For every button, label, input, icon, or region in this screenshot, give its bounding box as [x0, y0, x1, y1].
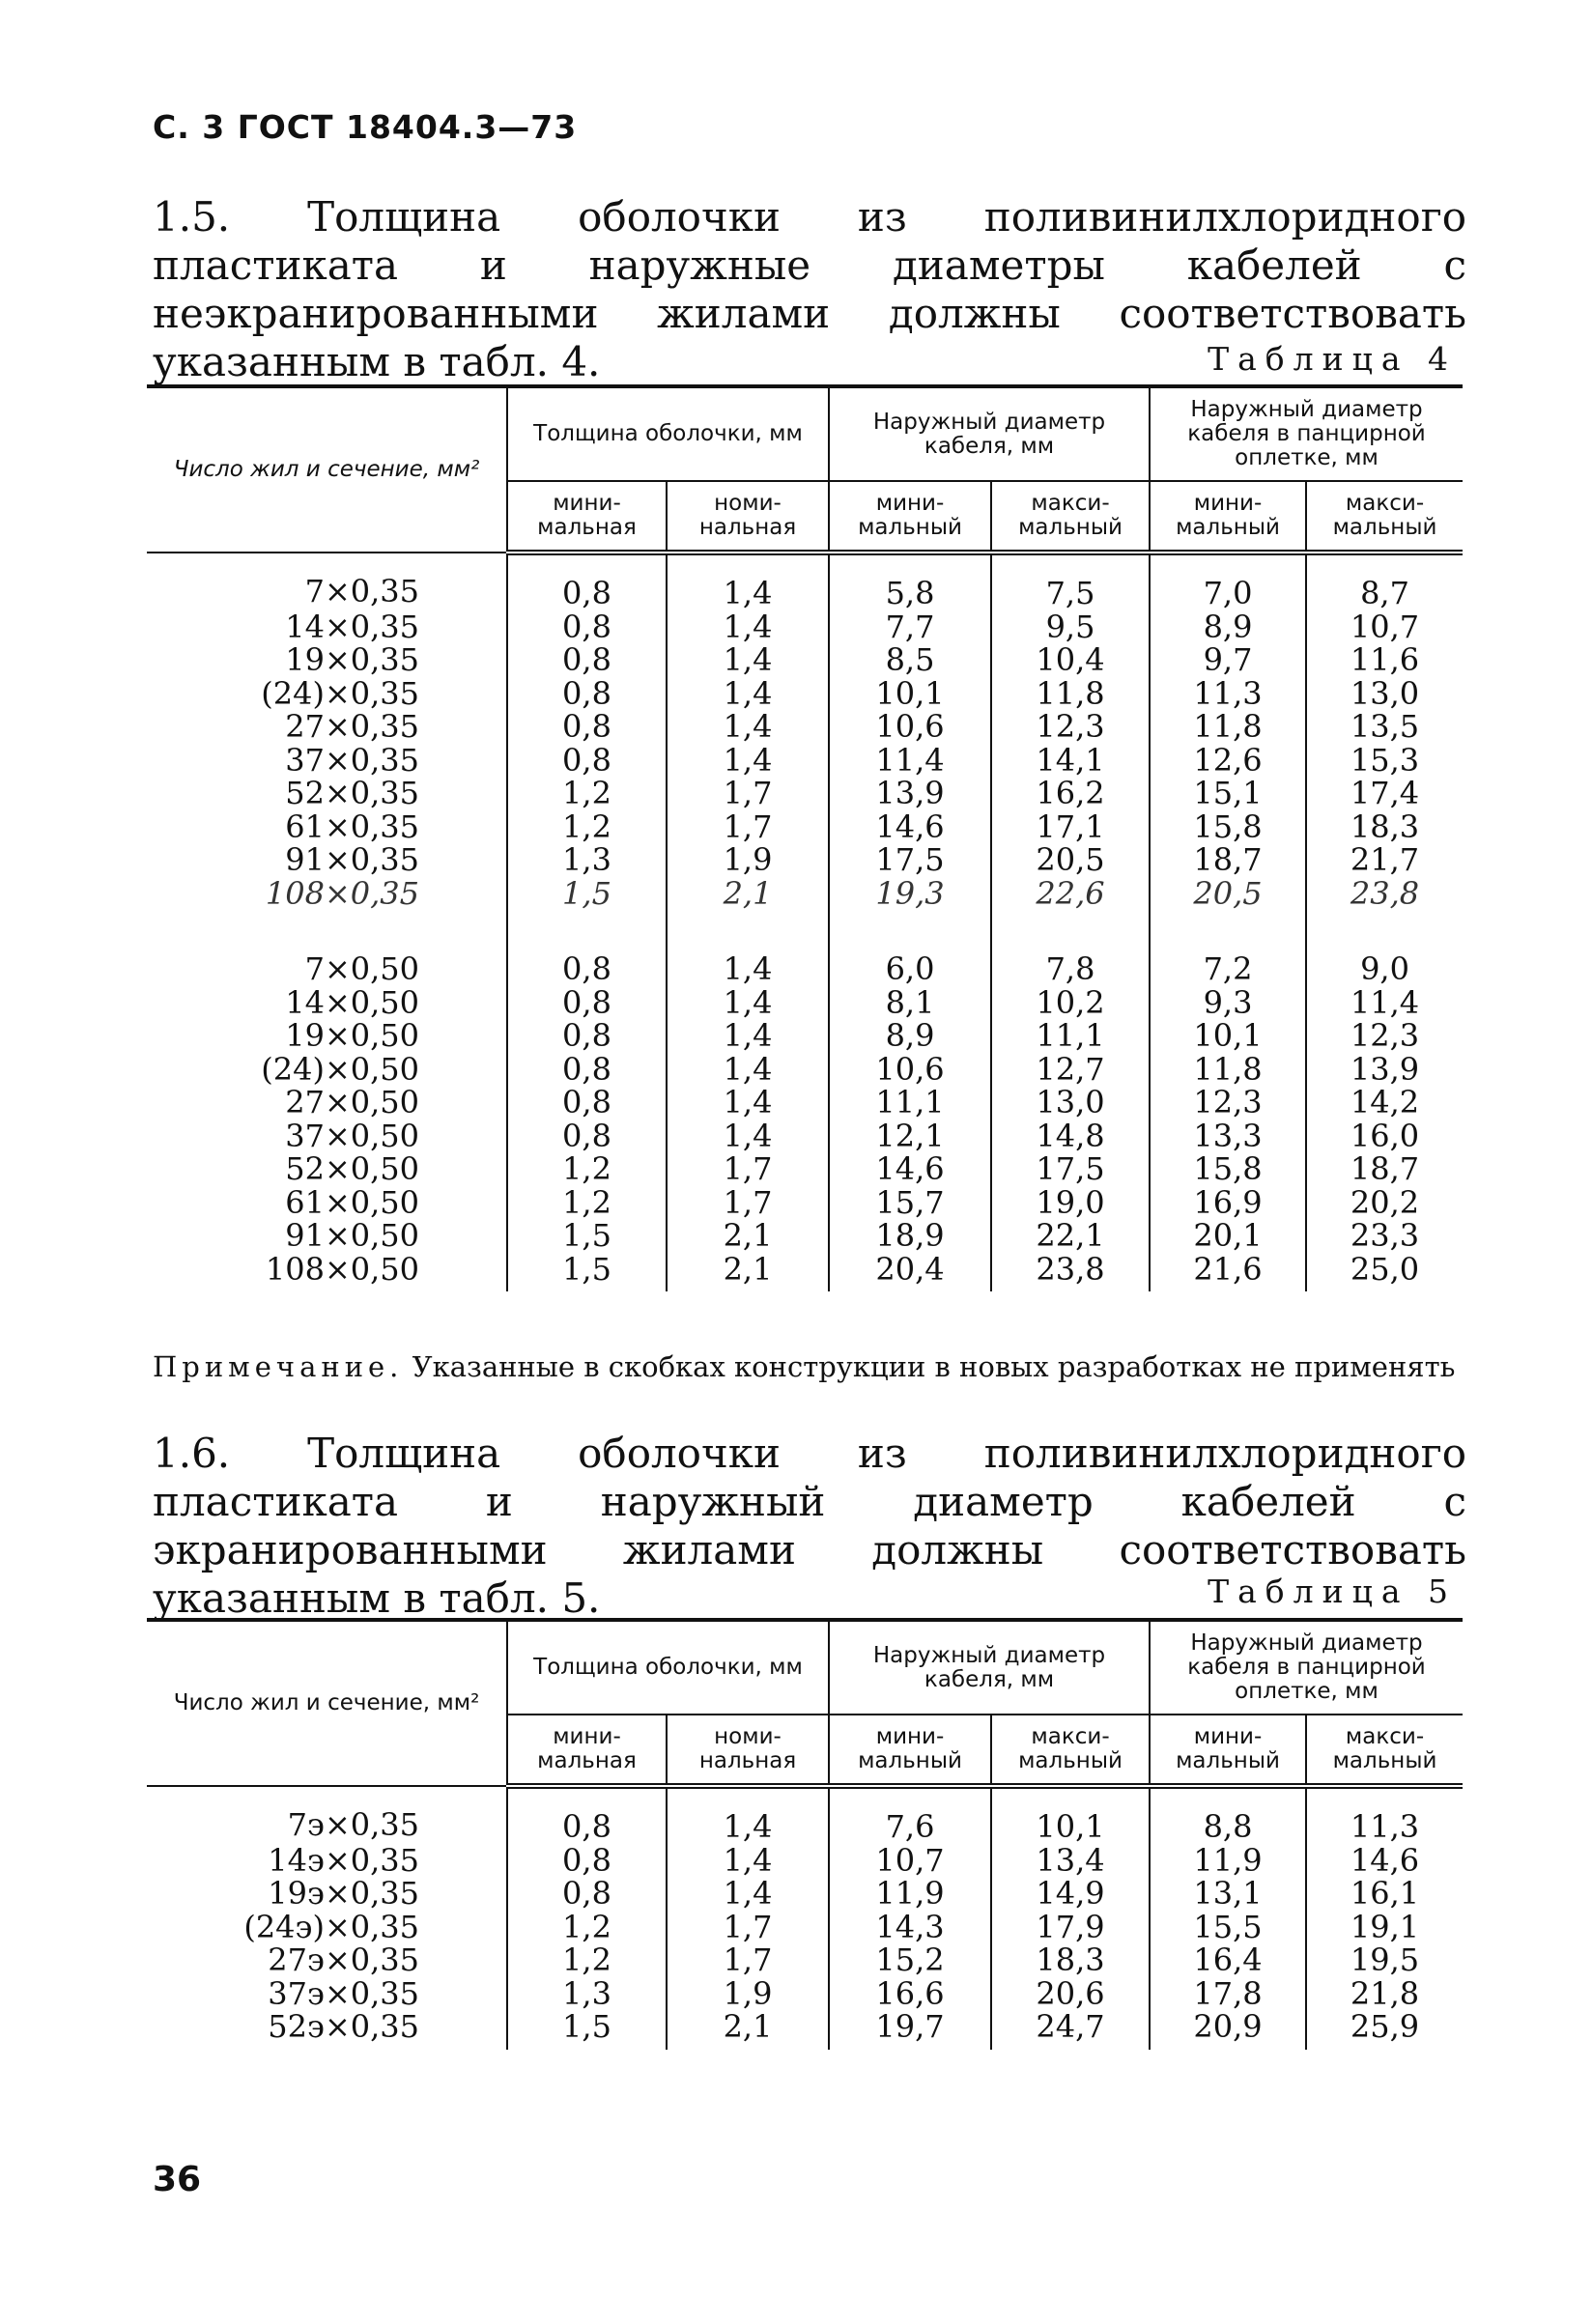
table-cell-value: 1,4 [667, 677, 829, 711]
table-cell-value: 1,4 [667, 1053, 829, 1087]
table-cell-value: 22,6 [991, 877, 1150, 932]
table-5-subheader-min: мини-мальная [507, 1715, 667, 1786]
table-row [147, 1219, 1463, 1253]
table-cell-value: 1,4 [667, 1119, 829, 1153]
table-row [147, 1253, 1463, 1292]
table-cell-value: 1,4 [667, 1844, 829, 1878]
table-cell-value: 12,3 [1306, 1019, 1463, 1053]
table-cell-value: 13,0 [1306, 677, 1463, 711]
table-cell-value: 8,7 [1306, 553, 1463, 610]
table-cell-value: 1,2 [507, 1943, 667, 1977]
table-cell-value: 18,9 [829, 1219, 991, 1253]
table-cell-cores: 37×0,35 [285, 741, 419, 779]
table-cell-value: 11,4 [1306, 986, 1463, 1020]
table-cell-value: 11,8 [991, 677, 1150, 711]
table-cell-value: 23,3 [1306, 1219, 1463, 1253]
table-row [147, 1877, 1463, 1911]
table-cell-value: 18,7 [1150, 843, 1306, 877]
table-cell-value: 11,9 [1150, 1844, 1306, 1878]
page-header: С. 3 ГОСТ 18404.3—73 [153, 108, 578, 146]
table-cell-value: 17,5 [829, 843, 991, 877]
table-cell-value: 1,5 [507, 2010, 667, 2050]
table-cell-value: 20,5 [991, 843, 1150, 877]
table-cell-value: 7,0 [1150, 553, 1306, 610]
table-cell-value: 15,3 [1306, 744, 1463, 778]
table-cell-value: 25,9 [1306, 2010, 1463, 2050]
table-cell-value: 11,1 [991, 1019, 1150, 1053]
table-cell-value: 14,9 [991, 1877, 1150, 1911]
table-row [147, 710, 1463, 744]
table-cell-cores: 108×0,35 [265, 874, 419, 912]
table-cell-value: 13,5 [1306, 710, 1463, 744]
table-cell-value: 0,8 [507, 610, 667, 644]
table-cell-value: 19,1 [1306, 1911, 1463, 1944]
table-cell-value: 24,7 [991, 2010, 1150, 2050]
table-cell-value: 14,2 [1306, 1086, 1463, 1119]
table-cell-cores: 19×0,50 [285, 1017, 419, 1054]
table-cell-value: 21,8 [1306, 1977, 1463, 2011]
table-cell-value: 1,7 [667, 1186, 829, 1220]
table-cell-value: 1,7 [667, 1943, 829, 1977]
section-1-5-text: 1.5. Толщина оболочки из поливинилхлоридного пластиката и наружные диаметры кабелей с неэкранированными жилами должны соответствовать указанным в табл. 4. [153, 193, 1466, 385]
note-label: Примечание. [153, 1350, 404, 1383]
table-cell-cores: 37×0,50 [285, 1117, 419, 1154]
table-cell-value: 2,1 [667, 1219, 829, 1253]
table-cell-value: 13,1 [1150, 1877, 1306, 1911]
table-cell-value: 0,8 [507, 744, 667, 778]
table-cell-value: 1,4 [667, 643, 829, 677]
table-cell-value: 12,3 [1150, 1086, 1306, 1119]
table-cell-value: 0,8 [507, 986, 667, 1020]
table-note [153, 1352, 1466, 1381]
table-cell-value: 13,9 [829, 777, 991, 810]
table-cell-value: 1,7 [667, 1911, 829, 1944]
table-cell-cores: 7×0,50 [304, 950, 419, 987]
table-cell-cores: 52×0,35 [285, 775, 419, 811]
table-cell-value: 17,1 [991, 810, 1150, 844]
table-cell-value: 10,1 [829, 677, 991, 711]
table-cell-cores: 14×0,35 [285, 608, 419, 645]
table-cell-value: 10,7 [829, 1844, 991, 1878]
table-5-header-armored-diameter: Наружный диаметр кабеля в панцирной оплетке, мм [1150, 1620, 1463, 1715]
table-cell-value: 14,8 [991, 1119, 1150, 1153]
table-cell-value: 23,8 [1306, 877, 1463, 932]
table-row [147, 744, 1463, 778]
table-cell-value: 0,8 [507, 931, 667, 986]
table-cell-cores: 7×0,35 [304, 573, 419, 609]
table-cell-value: 11,3 [1306, 1786, 1463, 1844]
table-cell-value: 19,7 [829, 2010, 991, 2050]
section-1-6-text: 1.6. Толщина оболочки из поливинилхлоридного пластиката и наружный диаметр кабелей с экранированными жилами должны соответствовать указанным в табл. 5. [153, 1430, 1466, 1622]
table-cell-value: 7,5 [991, 553, 1150, 610]
table-cell-value: 11,8 [1150, 1053, 1306, 1087]
table-cell-value: 2,1 [667, 877, 829, 932]
table-cell-value: 1,7 [667, 1152, 829, 1186]
table-5-subheader-max: макси-мальный [991, 1715, 1150, 1786]
table-cell-value: 13,0 [991, 1086, 1150, 1119]
table-row [147, 1119, 1463, 1153]
table-cell-cores: 52×0,50 [285, 1150, 419, 1187]
table-cell-value: 16,2 [991, 777, 1150, 810]
table-cell-value: 22,1 [991, 1219, 1150, 1253]
table-cell-cores: 61×0,50 [285, 1183, 419, 1221]
table-cell-value: 11,6 [1306, 643, 1463, 677]
table-4-body [147, 553, 1463, 1291]
table-row [147, 877, 1463, 932]
table-row [147, 810, 1463, 844]
table-cell-value: 20,5 [1150, 877, 1306, 932]
table-cell-cores: 14э×0,35 [268, 1841, 419, 1879]
table-4-subheader-max: макси-мальный [1306, 481, 1463, 553]
table-cell-value: 0,8 [507, 553, 667, 610]
table-cell-value: 1,4 [667, 553, 829, 610]
table-cell-value: 1,5 [507, 877, 667, 932]
table-cell-cores: (24)×0,35 [261, 674, 419, 712]
table-cell-value: 1,2 [507, 1186, 667, 1220]
table-4-header-sheath: Толщина оболочки, мм [507, 386, 829, 481]
table-cell-value: 18,3 [1306, 810, 1463, 844]
table-cell-value: 6,0 [829, 931, 991, 986]
table-cell-value: 14,3 [829, 1911, 991, 1944]
table-row [147, 1053, 1463, 1087]
table-cell-value: 0,8 [507, 1119, 667, 1153]
table-4-header-armored-diameter: Наружный диаметр кабеля в панцирной оплетке, мм [1150, 386, 1463, 481]
table-cell-value: 16,9 [1150, 1186, 1306, 1220]
table-cell-value: 10,7 [1306, 610, 1463, 644]
table-cell-value: 0,8 [507, 1019, 667, 1053]
table-cell-value: 11,8 [1150, 710, 1306, 744]
table-cell-cores: 91×0,35 [285, 841, 419, 878]
table-cell-value: 0,8 [507, 643, 667, 677]
table-cell-value: 14,6 [829, 1152, 991, 1186]
table-cell-value: 8,8 [1150, 1786, 1306, 1844]
table-5-header-diameter: Наружный диаметр кабеля, мм [829, 1620, 1150, 1715]
table-cell-value: 1,4 [667, 1019, 829, 1053]
table-cell-value: 10,6 [829, 710, 991, 744]
table-row [147, 2010, 1463, 2050]
table-cell-value: 16,6 [829, 1977, 991, 2011]
table-cell-value: 16,1 [1306, 1877, 1463, 1911]
table-5-subheader-min: мини-мальный [829, 1715, 991, 1786]
table-cell-value: 1,4 [667, 1786, 829, 1844]
table-cell-value: 15,1 [1150, 777, 1306, 810]
table-cell-value: 10,6 [829, 1053, 991, 1087]
table-cell-value: 20,2 [1306, 1186, 1463, 1220]
table-5-header-cores: Число жил и сечение, мм² [147, 1620, 507, 1786]
table-cell-value: 0,8 [507, 1786, 667, 1844]
page-number: 36 [153, 2160, 202, 2199]
table-cell-cores: 27×0,50 [285, 1084, 419, 1120]
table-cell-value: 7,2 [1150, 931, 1306, 986]
table-4-subheader-min: мини-мальный [829, 481, 991, 553]
table-4-subheader-nom: номи-нальная [667, 481, 829, 553]
table-cell-value: 15,8 [1150, 810, 1306, 844]
table-cell-value: 20,4 [829, 1253, 991, 1292]
table-row [147, 1152, 1463, 1186]
table-cell-value: 1,5 [507, 1253, 667, 1292]
table-cell-value: 12,3 [991, 710, 1150, 744]
table-cell-value: 1,2 [507, 777, 667, 810]
table-row [147, 1019, 1463, 1053]
table-4 [147, 384, 1463, 1291]
table-cell-value: 14,1 [991, 744, 1150, 778]
table-cell-value: 1,4 [667, 1877, 829, 1911]
table-cell-value: 1,4 [667, 986, 829, 1020]
table-4-header-cores: Число жил и сечение, мм² [147, 386, 507, 553]
table-cell-value: 15,2 [829, 1943, 991, 1977]
table-cell-value: 13,3 [1150, 1119, 1306, 1153]
table-cell-value: 11,1 [829, 1086, 991, 1119]
table-row [147, 1844, 1463, 1878]
table-cell-value: 16,0 [1306, 1119, 1463, 1153]
table-cell-cores: 14×0,50 [285, 983, 419, 1021]
table-cell-value: 0,8 [507, 1053, 667, 1087]
table-cell-value: 20,6 [991, 1977, 1150, 2011]
table-cell-value: 1,4 [667, 931, 829, 986]
table-cell-value: 10,1 [991, 1786, 1150, 1844]
table-cell-cores: 19×0,35 [285, 641, 419, 678]
table-cell-value: 9,3 [1150, 986, 1306, 1020]
table-5-caption: Таблица 5 [1208, 1573, 1457, 1610]
table-cell-value: 8,9 [829, 1019, 991, 1053]
table-cell-value: 19,3 [829, 877, 991, 932]
table-cell-cores: 27э×0,35 [268, 1941, 419, 1978]
table-cell-value: 17,9 [991, 1911, 1150, 1944]
table-cell-value: 14,6 [1306, 1844, 1463, 1878]
table-row [147, 931, 1463, 986]
table-cell-value: 1,4 [667, 744, 829, 778]
table-cell-value: 8,9 [1150, 610, 1306, 644]
table-cell-value: 1,5 [507, 1219, 667, 1253]
table-cell-value: 13,4 [991, 1844, 1150, 1878]
table-cell-value: 16,4 [1150, 1943, 1306, 1977]
table-cell-value: 7,7 [829, 610, 991, 644]
table-row [147, 1786, 1463, 1844]
table-5-header-sheath: Толщина оболочки, мм [507, 1620, 829, 1715]
table-cell-value: 12,1 [829, 1119, 991, 1153]
table-cell-cores: 37э×0,35 [268, 1974, 419, 2012]
table-cell-value: 25,0 [1306, 1253, 1463, 1292]
table-cell-value: 1,4 [667, 710, 829, 744]
table-cell-value: 21,7 [1306, 843, 1463, 877]
table-cell-value: 1,2 [507, 1152, 667, 1186]
table-cell-value: 15,8 [1150, 1152, 1306, 1186]
table-row [147, 986, 1463, 1020]
table-cell-value: 17,5 [991, 1152, 1150, 1186]
table-cell-value: 8,5 [829, 643, 991, 677]
table-cell-value: 7,6 [829, 1786, 991, 1844]
table-cell-value: 17,4 [1306, 777, 1463, 810]
table-cell-value: 1,3 [507, 1977, 667, 2011]
table-row [147, 677, 1463, 711]
table-cell-cores: 52э×0,35 [268, 2008, 419, 2045]
table-cell-value: 19,0 [991, 1186, 1150, 1220]
table-cell-value: 0,8 [507, 677, 667, 711]
table-cell-cores: (24э)×0,35 [243, 1908, 419, 1945]
table-4-subheader-max: макси-мальный [991, 481, 1150, 553]
table-cell-value: 2,1 [667, 1253, 829, 1292]
table-cell-value: 21,6 [1150, 1253, 1306, 1292]
table-cell-cores: 27×0,35 [285, 708, 419, 745]
table-cell-value: 18,7 [1306, 1152, 1463, 1186]
table-row [147, 1977, 1463, 2011]
table-cell-value: 2,1 [667, 2010, 829, 2050]
table-cell-value: 8,1 [829, 986, 991, 1020]
table-row [147, 1186, 1463, 1220]
table-cell-value: 10,1 [1150, 1019, 1306, 1053]
table-cell-cores: 7э×0,35 [287, 1806, 419, 1843]
table-cell-cores: 61×0,35 [285, 808, 419, 845]
table-cell-cores: 108×0,50 [265, 1250, 419, 1288]
table-cell-value: 1,4 [667, 1086, 829, 1119]
table-4-header-diameter: Наружный диаметр кабеля, мм [829, 386, 1150, 481]
table-cell-value: 1,7 [667, 810, 829, 844]
table-cell-value: 18,3 [991, 1943, 1150, 1977]
table-cell-value: 0,8 [507, 1086, 667, 1119]
table-4-subheader-min: мини-мальный [1150, 481, 1306, 553]
table-cell-value: 10,4 [991, 643, 1150, 677]
table-cell-value: 15,7 [829, 1186, 991, 1220]
table-5 [147, 1618, 1463, 2050]
table-cell-value: 9,5 [991, 610, 1150, 644]
table-cell-value: 1,9 [667, 843, 829, 877]
table-row [147, 643, 1463, 677]
table-cell-value: 14,6 [829, 810, 991, 844]
table-cell-value: 20,1 [1150, 1219, 1306, 1253]
table-4-subheader-min: мини-мальная [507, 481, 667, 553]
table-cell-value: 1,7 [667, 777, 829, 810]
note-text: Указанные в скобках конструкции в новых разработках не применять [412, 1350, 1456, 1383]
table-cell-value: 13,9 [1306, 1053, 1463, 1087]
table-row [147, 777, 1463, 810]
table-cell-value: 0,8 [507, 710, 667, 744]
table-row [147, 843, 1463, 877]
table-5-body [147, 1786, 1463, 2050]
table-4-caption: Таблица 4 [1208, 340, 1457, 378]
table-cell-value: 12,7 [991, 1053, 1150, 1087]
table-cell-value: 5,8 [829, 553, 991, 610]
table-cell-cores: 91×0,50 [285, 1217, 419, 1254]
table-cell-value: 11,3 [1150, 677, 1306, 711]
table-cell-value: 9,0 [1306, 931, 1463, 986]
table-cell-value: 20,9 [1150, 2010, 1306, 2050]
table-cell-value: 7,8 [991, 931, 1150, 986]
table-row [147, 553, 1463, 610]
table-cell-value: 1,3 [507, 843, 667, 877]
table-5-subheader-min: мини-мальный [1150, 1715, 1306, 1786]
table-cell-value: 17,8 [1150, 1977, 1306, 2011]
table-5-subheader-nom: номи-нальная [667, 1715, 829, 1786]
table-cell-cores: (24)×0,50 [261, 1050, 419, 1088]
table-cell-value: 12,6 [1150, 744, 1306, 778]
table-cell-value: 11,9 [829, 1877, 991, 1911]
table-cell-value: 10,2 [991, 986, 1150, 1020]
table-cell-cores: 19э×0,35 [268, 1875, 419, 1912]
table-5-subheader-max: макси-мальный [1306, 1715, 1463, 1786]
table-cell-value: 9,7 [1150, 643, 1306, 677]
table-cell-value: 11,4 [829, 744, 991, 778]
table-row [147, 1086, 1463, 1119]
table-cell-value: 1,9 [667, 1977, 829, 2011]
table-cell-value: 0,8 [507, 1844, 667, 1878]
table-cell-value: 1,2 [507, 1911, 667, 1944]
table-cell-value: 1,2 [507, 810, 667, 844]
table-row [147, 1911, 1463, 1944]
table-row [147, 610, 1463, 644]
table-cell-value: 15,5 [1150, 1911, 1306, 1944]
table-cell-value: 23,8 [991, 1253, 1150, 1292]
table-cell-value: 0,8 [507, 1877, 667, 1911]
table-cell-value: 1,4 [667, 610, 829, 644]
table-row [147, 1943, 1463, 1977]
table-cell-value: 19,5 [1306, 1943, 1463, 1977]
